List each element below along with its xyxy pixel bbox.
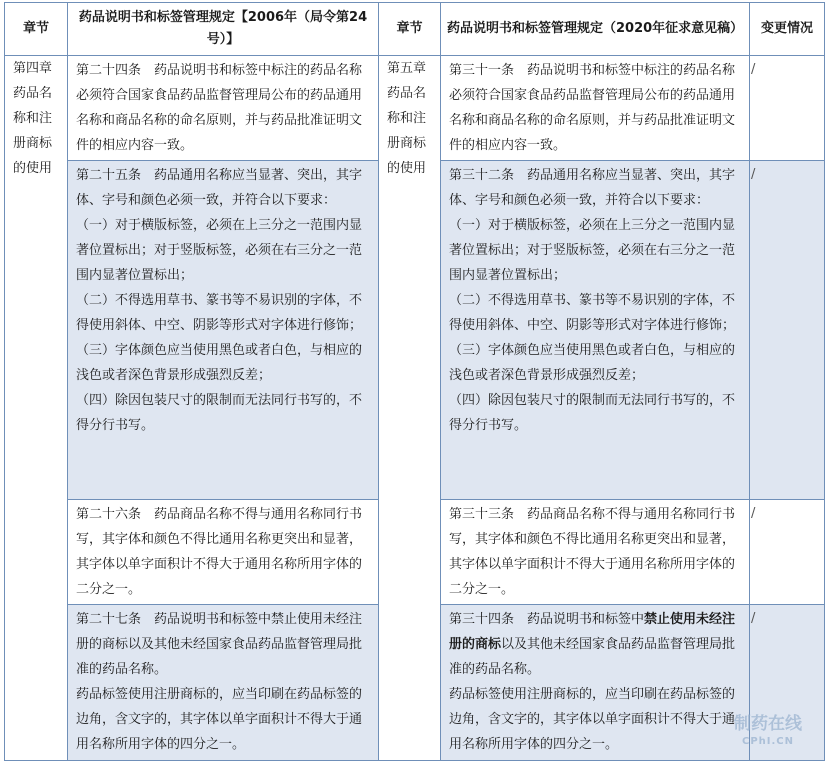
article-text-before: 第三十四条 药品说明书和标签中 — [449, 612, 645, 627]
article-2006-26 — [68, 500, 379, 605]
article-item: （三）字体颜色应当使用黑色或者白色，与相应的浅色或者深色背景形成强烈反差； — [76, 343, 363, 383]
article-item: （四）除因包装尺寸的限制而无法同行书写的，不得分行书写。 — [449, 393, 736, 433]
watermark-logo — [734, 715, 802, 751]
article-text-after: 以及其他未经国家食品药品监督管理局批准的药品名称。 — [449, 637, 736, 677]
comparison-table — [4, 2, 825, 761]
change-cell: / — [750, 56, 825, 161]
header-chapter-left: 章节 — [5, 3, 68, 56]
article-2020-32 — [441, 161, 750, 500]
watermark-sub: CPhI.CN — [741, 736, 794, 747]
article-text: 第二十五条 药品通用名称应当显著、突出，其字体、字号和颜色必须一致，并符合以下要求： — [76, 168, 363, 208]
article-text: 第二十四条 药品说明书和标签中标注的药品名称必须符合国家食品药品监督管理局公布的药品通用名称和商品名称的命名原则，并与药品批准证明文件的相应内容一致。 — [76, 63, 363, 153]
article-2006-25 — [68, 161, 379, 500]
change-cell: / — [750, 161, 825, 500]
header-change: 变更情况 — [750, 3, 825, 56]
article-text: 第三十二条 药品通用名称应当显著、突出，其字体、字号和颜色必须一致，并符合以下要求： — [449, 168, 736, 208]
article-text — [449, 607, 741, 682]
article-2020-34 — [441, 605, 750, 761]
article-item: （二）不得选用草书、篆书等不易识别的字体，不得使用斜体、中空、阴影等形式对字体进行修饰； — [449, 293, 736, 333]
table-row — [5, 56, 825, 161]
table-header-row — [5, 3, 825, 56]
header-regulation-2006: 药品说明书和标签管理规定【2006年（局令第24号）】 — [68, 3, 379, 56]
article-text: 药品标签使用注册商标的，应当印刷在药品标签的边角，含文字的，其字体以单字面积计不得大于通用名称所用字体的四分之一。 — [449, 687, 736, 752]
article-text: 第二十六条 药品商品名称不得与通用名称同行书写，其字体和颜色不得比通用名称更突出和显著，其字体以单字面积计不得大于通用名称所用字体的二分之一。 — [76, 507, 363, 597]
article-text: 第三十一条 药品说明书和标签中标注的药品名称必须符合国家食品药品监督管理局公布的药品通用名称和商品名称的命名原则，并与药品批准证明文件的相应内容一致。 — [449, 63, 736, 153]
change-cell: / — [750, 605, 825, 761]
watermark-main: 制药在线 — [734, 714, 802, 734]
article-text: 第三十三条 药品商品名称不得与通用名称同行书写，其字体和颜色不得比通用名称更突出和显著，其字体以单字面积计不得大于通用名称所用字体的二分之一。 — [449, 507, 736, 597]
chapter-2020-cell: 第五章药品名称和注册商标的使用 — [379, 56, 441, 761]
article-item: （二）不得选用草书、篆书等不易识别的字体，不得使用斜体、中空、阴影等形式对字体进行修饰； — [76, 293, 363, 333]
article-2020-31 — [441, 56, 750, 161]
chapter-2006-cell: 第四章药品名称和注册商标的使用 — [5, 56, 68, 761]
change-cell: / — [750, 500, 825, 605]
article-2006-24 — [68, 56, 379, 161]
article-item: （一）对于横版标签，必须在上三分之一范围内显著位置标出；对于竖版标签，必须在右三分之一范围内显著位置标出； — [449, 218, 736, 283]
article-2020-33 — [441, 500, 750, 605]
article-text: 药品标签使用注册商标的，应当印刷在药品标签的边角，含文字的，其字体以单字面积计不得大于通用名称所用字体的四分之一。 — [76, 687, 363, 752]
article-item: （一）对于横版标签，必须在上三分之一范围内显著位置标出；对于竖版标签，必须在右三分之一范围内显著位置标出； — [76, 218, 363, 283]
article-item: （四）除因包装尺寸的限制而无法同行书写的，不得分行书写。 — [76, 393, 363, 433]
article-2006-27 — [68, 605, 379, 761]
header-regulation-2020: 药品说明书和标签管理规定（2020年征求意见稿） — [441, 3, 750, 56]
header-chapter-right: 章节 — [379, 3, 441, 56]
article-text: 第二十七条 药品说明书和标签中禁止使用未经注册的商标以及其他未经国家食品药品监督管理局批准的药品名称。 — [76, 612, 363, 677]
article-text-emphasis: 禁止使用未经注册的商标 — [449, 612, 736, 652]
article-item: （三）字体颜色应当使用黑色或者白色，与相应的浅色或者深色背景形成强烈反差； — [449, 343, 736, 383]
